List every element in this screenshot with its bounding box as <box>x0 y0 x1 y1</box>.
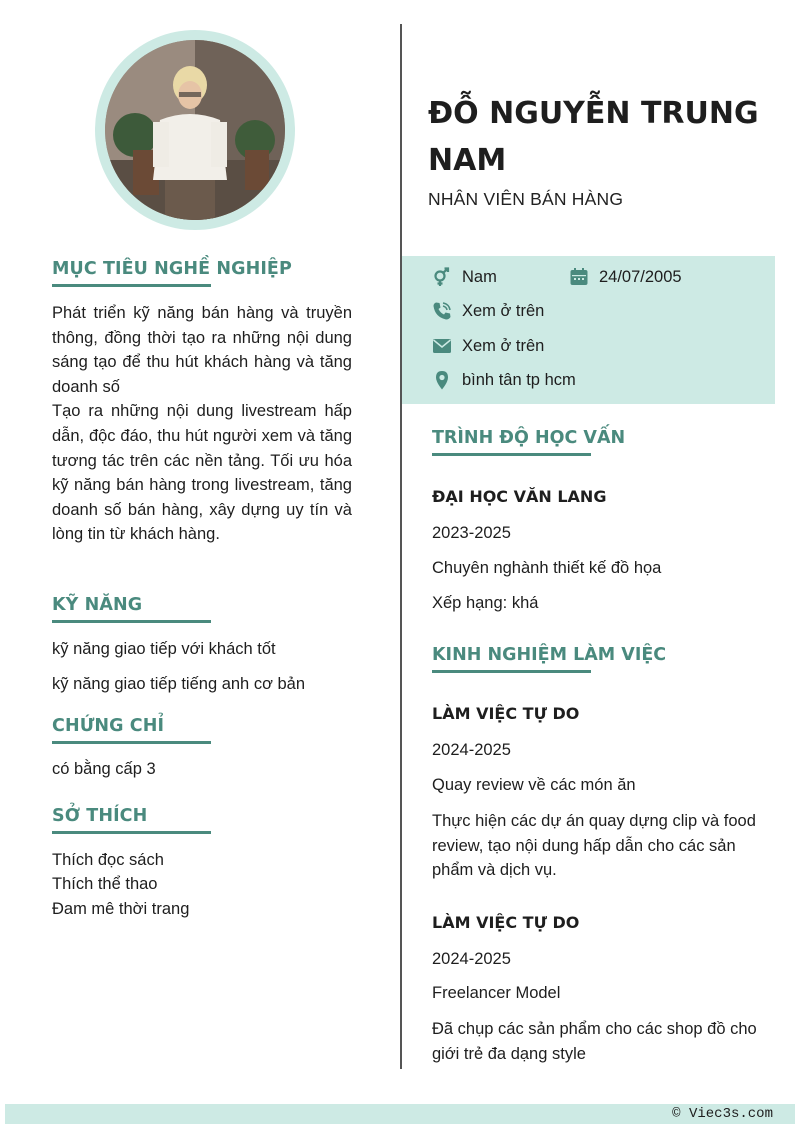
objective-body <box>52 301 352 547</box>
skill-item: kỹ năng giao tiếp với khách tốt <box>52 640 276 658</box>
address-value: bình tân tp hcm <box>462 370 576 389</box>
birthday-value: 24/07/2005 <box>599 267 682 286</box>
job-company: LÀM VIỆC TỰ DO <box>432 913 580 932</box>
job-period: 2024-2025 <box>432 741 511 759</box>
job-description: Đã chụp các sản phẩm cho các shop đồ cho giới trẻ đa dạng style <box>432 1020 757 1063</box>
hobby-item: Thích đọc sách <box>52 851 164 869</box>
certificate-item: có bằng cấp 3 <box>52 760 156 778</box>
footer-credit: © Viec3s.com <box>672 1106 773 1122</box>
education-rank: Xếp hạng: khá <box>432 594 539 612</box>
job-title: NHÂN VIÊN BÁN HÀNG <box>428 189 624 209</box>
email-value: Xem ở trên <box>462 336 545 355</box>
objective-paragraph-1: Phát triển kỹ năng bán hàng và truyền thông, đồng thời tạo ra những nội dung sáng tạo để thu hút khách hàng và tăng doanh số <box>52 304 352 396</box>
candidate-name: ĐỖ NGUYỄN TRUNG NAM <box>428 96 759 178</box>
hobby-item: Thích thể thao <box>52 875 158 893</box>
phone-icon <box>432 301 452 321</box>
contact-email <box>432 336 544 356</box>
skills-underline <box>52 620 211 623</box>
skills-section <box>52 595 352 623</box>
certificates-title: CHỨNG CHỈ <box>52 716 165 736</box>
phone-value: Xem ở trên <box>462 301 545 320</box>
calendar-icon <box>569 267 589 287</box>
education-underline <box>432 453 591 456</box>
school-name: ĐẠI HỌC VĂN LANG <box>432 487 607 506</box>
contact-address <box>432 370 576 390</box>
hobbies-section <box>52 806 352 834</box>
education-major: Chuyên nghành thiết kế đồ họa <box>432 559 662 577</box>
experience-title: KINH NGHIỆM LÀM VIỆC <box>432 645 667 665</box>
objective-underline <box>52 284 211 287</box>
envelope-icon <box>432 336 452 356</box>
certificates-underline <box>52 741 211 744</box>
education-title: TRÌNH ĐỘ HỌC VẤN <box>432 428 626 448</box>
education-section <box>432 428 762 456</box>
job-period: 2024-2025 <box>432 950 511 968</box>
column-divider <box>400 24 402 1069</box>
job-position: Freelancer Model <box>432 984 561 1002</box>
contact-phone <box>432 301 544 321</box>
objective-section <box>52 259 352 287</box>
experience-underline <box>432 670 591 673</box>
job-position: Quay review về các món ăn <box>432 776 636 794</box>
certificates-section <box>52 716 352 744</box>
gender-icon <box>432 267 452 287</box>
profile-photo <box>105 40 285 220</box>
education-period: 2023-2025 <box>432 524 511 542</box>
skill-item: kỹ năng giao tiếp tiếng anh cơ bản <box>52 675 306 693</box>
contact-gender <box>432 267 497 287</box>
contact-panel <box>402 256 775 404</box>
map-pin-icon <box>432 370 452 390</box>
objective-title: MỤC TIÊU NGHỀ NGHIỆP <box>52 259 292 279</box>
hobbies-underline <box>52 831 211 834</box>
objective-paragraph-2: Tạo ra những nội dung livestream hấp dẫn, độc đáo, thu hút người xem và tăng tương tác trên các nền tảng. Tối ưu hóa kỹ năng bán hàng trong livestream, tăng doanh số bán hàng, xây dựng uy tín và lòng tin từ khách hàng. <box>52 402 352 544</box>
hobby-item: Đam mê thời trang <box>52 900 190 918</box>
job-description: Thực hiện các dự án quay dựng clip và food review, tạo nội dung hấp dẫn cho các sản phẩm và dịch vụ. <box>432 812 756 879</box>
contact-birthday <box>569 267 682 287</box>
job-company: LÀM VIỆC TỰ DO <box>432 704 580 723</box>
experience-section <box>432 645 762 673</box>
hobbies-title: SỞ THÍCH <box>52 806 148 826</box>
gender-value: Nam <box>462 267 497 286</box>
avatar <box>95 30 295 230</box>
footer-bar <box>5 1104 795 1124</box>
skills-title: KỸ NĂNG <box>52 595 143 615</box>
